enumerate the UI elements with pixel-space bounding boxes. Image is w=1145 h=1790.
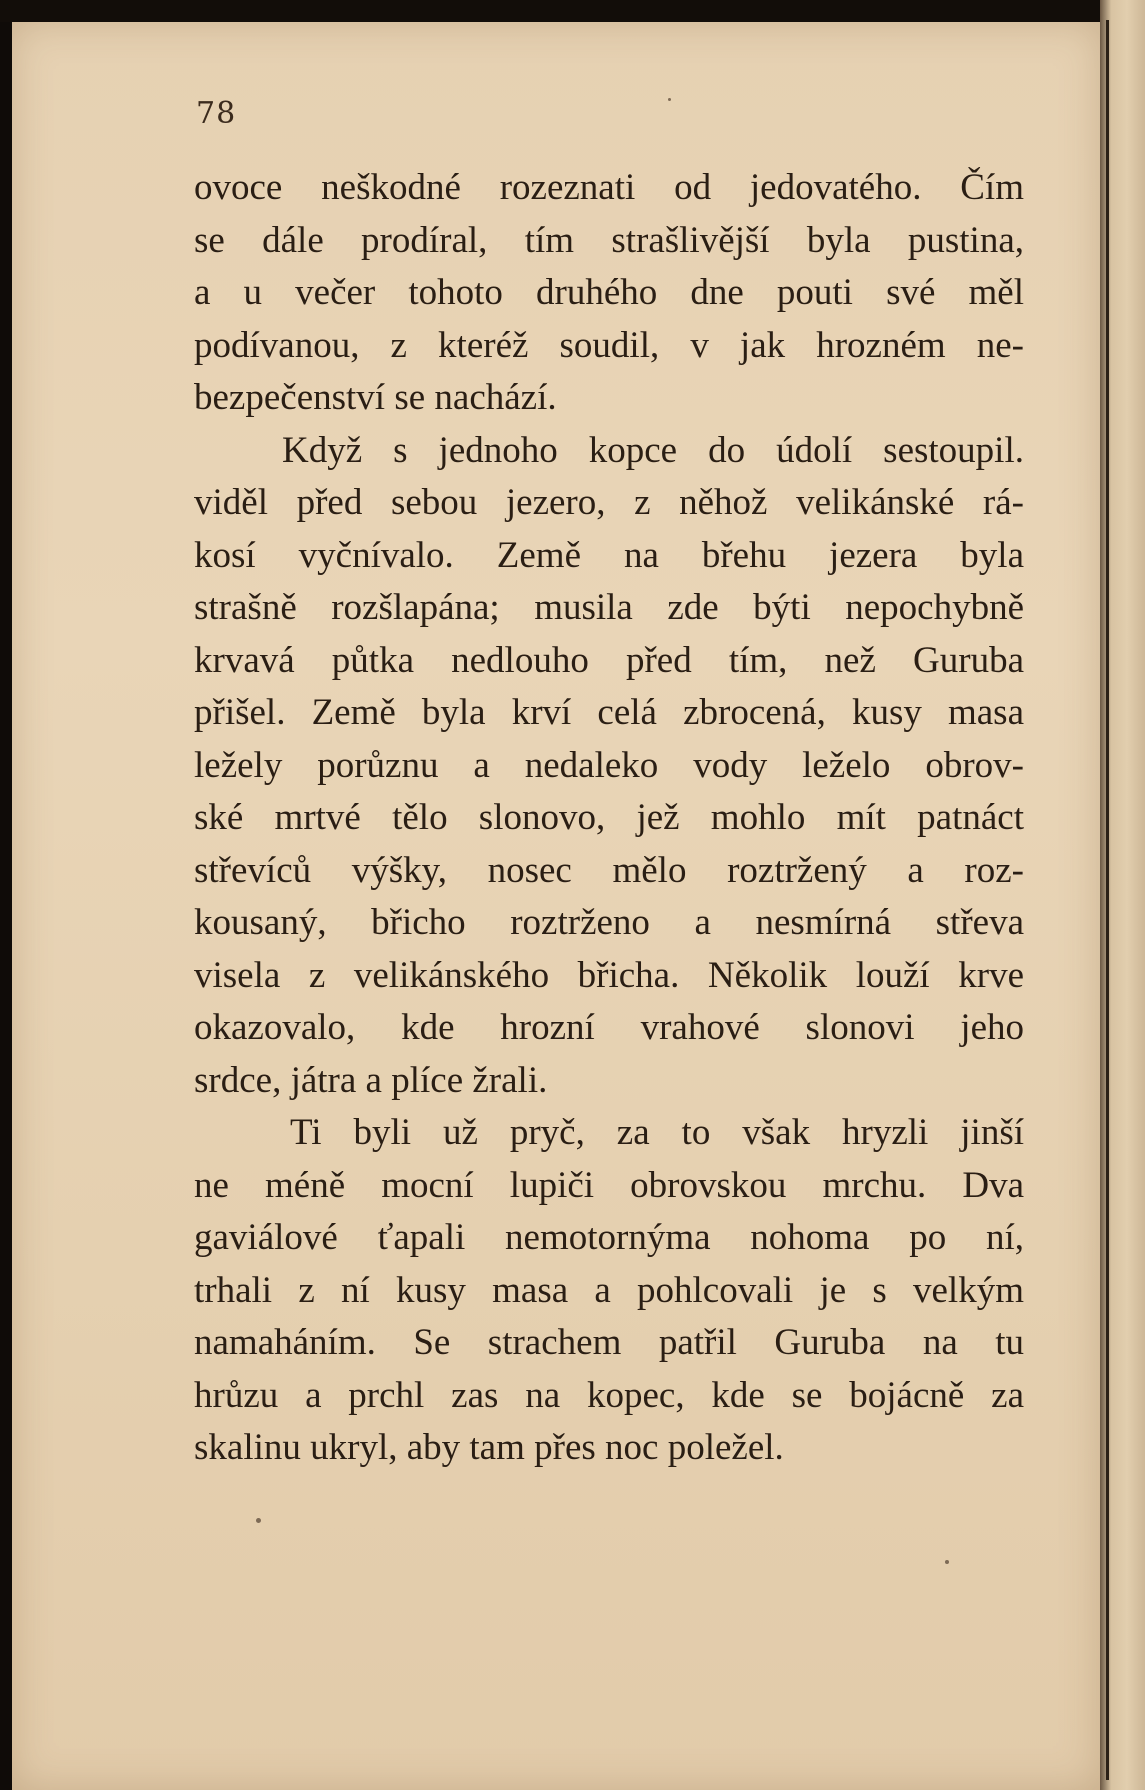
text-line: podívanou, z kteréž soudil, v jak hrozném ne- [194,324,1024,366]
paper-speck [256,1518,261,1523]
text-line: střevíců výšky, nosec mělo roztržený a roz- [194,849,1024,891]
text-line: hrůzu a prchl zas na kopec, kde se bojácně za [194,1374,1024,1416]
text-line: strašně rozšlapána; musila zde býti nepochybně [194,587,1024,628]
text-line: krvavá půtka nedlouho před tím, než Guruba [194,639,1024,681]
text-line: se dále prodíral, tím strašlivější byla pustina, [194,219,1024,261]
page-gutter-line [1106,20,1109,1780]
page-number: 78 [196,96,237,131]
text-line: namaháním. Se strachem patřil Guruba na tu [194,1322,1024,1363]
text-line: ovoce neškodné rozeznati od jedovatého. Čím [194,167,1024,208]
text-line: bezpečenství se nachází. [194,377,557,418]
text-line: ne méně mocní lupiči obrovskou mrchu. Dva [194,1164,1024,1206]
scan-top-edge [0,0,1100,22]
text-line: Ti byli už pryč, za to však hryzli jinší [290,1112,1024,1153]
text-line: kosí vyčnívalo. Země na břehu jezera byla [194,534,1024,576]
text-line: kousaný, břicho roztrženo a nesmírná střeva [194,902,1024,943]
text-line: ské mrtvé tělo slonovo, jež mohlo mít patnáct [194,797,1024,838]
text-line: a u večer tohoto druhého dne pouti své měl [194,272,1024,313]
text-line: gaviálové ťapali nemotornýma nohoma po ní, [194,1217,1024,1258]
text-line: visela z velikánského břicha. Několik louží krve [194,954,1024,996]
paper-speck [945,1560,949,1564]
text-line: přišel. Země byla krví celá zbrocená, kusy masa [194,692,1024,733]
text-line: ležely porůznu a nedaleko vody leželo obrov- [194,744,1024,786]
text-line: Když s jednoho kopce do údolí sestoupil. [282,429,1024,471]
text-line: skalinu ukryl, aby tam přes noc poležel. [194,1427,784,1468]
text-line: srdce, játra a plíce žrali. [194,1059,548,1101]
text-line: viděl před sebou jezero, z něhož velikánské rá- [194,482,1024,523]
text-line: trhali z ní kusy masa a pohlcovali je s velkým [194,1269,1024,1311]
text-line: okazovalo, kde hrozní vrahové slonovi jeho [194,1007,1024,1048]
paper-speck [668,98,671,101]
body-text [194,162,1024,1475]
